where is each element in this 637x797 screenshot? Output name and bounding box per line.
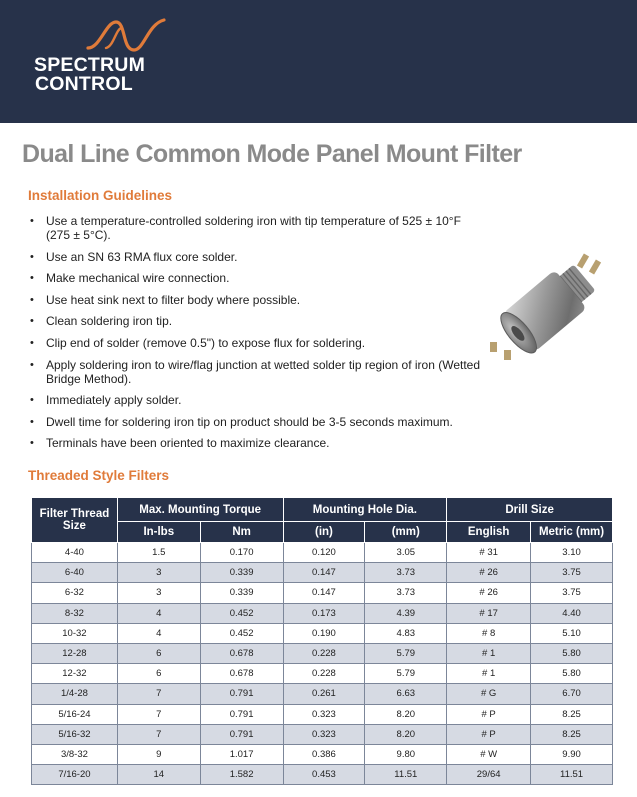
table-cell: 5.10 [531,623,613,643]
table-cell: 9 [117,744,200,764]
table-cell: 4.39 [365,603,447,623]
table-cell: 3.75 [531,583,613,603]
table-row [32,603,613,623]
table-cell: # 1 [447,643,531,663]
table-cell: 0.323 [283,704,365,724]
table-cell: 0.386 [283,744,365,764]
list-item: • Use a temperature-controlled soldering iron with tip temperature of 525 ± 10°F (275 ± 5°C). [30,214,480,242]
page-header [0,0,637,123]
table-cell: 5/16-32 [32,724,118,744]
threaded-filters-table [31,497,613,785]
table-cell: 0.791 [200,704,283,724]
table-cell: 3 [117,583,200,603]
table-cell: 8.25 [531,724,613,744]
list-item: • Clip end of solder (remove 0.5") to expose flux for soldering. [30,336,480,350]
table-cell: 0.453 [283,765,365,785]
table-cell: 29/64 [447,765,531,785]
installation-guidelines-list [30,214,480,458]
table-cell: 8.20 [365,724,447,744]
logo-text-line1: SPECTRUM [34,54,146,76]
list-item: • Apply soldering iron to wire/flag junction at wetted solder tip region of iron (Wetted Bridge Method). [30,358,480,386]
table-cell: 0.678 [200,664,283,684]
table-cell: 8.20 [365,704,447,724]
group-header-torque: Max. Mounting Torque [117,498,283,522]
table-cell: # 8 [447,623,531,643]
table-cell: # 17 [447,603,531,623]
page-title: Dual Line Common Mode Panel Mount Filter [22,140,522,168]
table-row [32,704,613,724]
table-cell: 4.40 [531,603,613,623]
table-cell: 12-28 [32,643,118,663]
table-row [32,643,613,663]
table-cell: 3.05 [365,543,447,563]
table-cell: 1/4-28 [32,684,118,704]
table-row [32,724,613,744]
table-cell: 3.73 [365,583,447,603]
list-item: • Use heat sink next to filter body where possible. [30,293,480,307]
table-cell: 9.80 [365,744,447,764]
table-cell: 0.147 [283,583,365,603]
col-header-nm: Nm [200,522,283,543]
table-cell: 11.51 [365,765,447,785]
group-header-hole-dia: Mounting Hole Dia. [283,498,447,522]
table-row [32,563,613,583]
table-cell: 0.323 [283,724,365,744]
table-cell: 0.228 [283,664,365,684]
col-header-in: (in) [283,522,365,543]
table-cell: 1.017 [200,744,283,764]
table-cell: 11.51 [531,765,613,785]
table-row [32,583,613,603]
table-cell: 0.261 [283,684,365,704]
table-cell: 4 [117,603,200,623]
table-cell: 7/16-20 [32,765,118,785]
list-item: • Immediately apply solder. [30,393,480,407]
table-cell: 10-32 [32,623,118,643]
table-cell: 0.791 [200,684,283,704]
table-cell: # G [447,684,531,704]
table-cell: 4 [117,623,200,643]
list-item: • Terminals have been oriented to maximize clearance. [30,436,480,450]
spectrum-control-logo [34,18,174,98]
col-header-filter-thread-size: Filter Thread Size [32,498,118,543]
table-cell: 0.339 [200,583,283,603]
table-cell: # 26 [447,563,531,583]
table-cell: 5.80 [531,643,613,663]
table-row [32,684,613,704]
table-cell: 0.228 [283,643,365,663]
col-header-metric: Metric (mm) [531,522,613,543]
table-cell: 6-40 [32,563,118,583]
logo-text-line2: CONTROL [35,73,133,95]
threaded-style-filters-heading: Threaded Style Filters [28,468,170,483]
table-cell: # 1 [447,664,531,684]
table-cell: 12-32 [32,664,118,684]
table-cell: 1.582 [200,765,283,785]
threaded-filters-table-body [32,543,613,785]
list-item: • Clean soldering iron tip. [30,314,480,328]
table-cell: 7 [117,684,200,704]
col-header-english: English [447,522,531,543]
table-cell: 0.170 [200,543,283,563]
table-cell: 0.452 [200,623,283,643]
list-item: • Make mechanical wire connection. [30,271,480,285]
table-cell: 5/16-24 [32,704,118,724]
table-cell: 0.339 [200,563,283,583]
table-row [32,543,613,563]
table-cell: # 26 [447,583,531,603]
logo-wave-icon [86,18,166,54]
table-cell: 4.83 [365,623,447,643]
table-cell: 7 [117,704,200,724]
table-cell: 3.73 [365,563,447,583]
table-cell: 3.75 [531,563,613,583]
table-cell: 0.173 [283,603,365,623]
col-header-in-lbs: In-lbs [117,522,200,543]
table-cell: 14 [117,765,200,785]
table-cell: 5.79 [365,643,447,663]
table-cell: 0.120 [283,543,365,563]
table-cell: 3/8-32 [32,744,118,764]
filter-product-image [482,248,612,370]
table-cell: 0.190 [283,623,365,643]
installation-guidelines-heading: Installation Guidelines [28,188,173,203]
table-cell: 1.5 [117,543,200,563]
table-cell: 3 [117,563,200,583]
table-cell: 0.791 [200,724,283,744]
list-item: • Use an SN 63 RMA flux core solder. [30,250,480,264]
table-cell: 0.452 [200,603,283,623]
table-cell: 7 [117,724,200,744]
table-cell: 9.90 [531,744,613,764]
table-cell: 4-40 [32,543,118,563]
group-header-drill-size: Drill Size [447,498,613,522]
col-header-mm: (mm) [365,522,447,543]
table-cell: 6.70 [531,684,613,704]
table-cell: 6-32 [32,583,118,603]
table-cell: 3.10 [531,543,613,563]
table-cell: 8.25 [531,704,613,724]
table-cell: # P [447,724,531,744]
table-row [32,664,613,684]
table-cell: 0.678 [200,643,283,663]
table-cell: 8-32 [32,603,118,623]
table-cell: # 31 [447,543,531,563]
table-row [32,623,613,643]
table-cell: 5.79 [365,664,447,684]
table-cell: 5.80 [531,664,613,684]
table-cell: 0.147 [283,563,365,583]
table-cell: # P [447,704,531,724]
table-cell: # W [447,744,531,764]
list-item: • Dwell time for soldering iron tip on product should be 3-5 seconds maximum. [30,415,480,429]
table-cell: 6.63 [365,684,447,704]
table-row [32,765,613,785]
table-cell: 6 [117,643,200,663]
table-row [32,744,613,764]
table-cell: 6 [117,664,200,684]
